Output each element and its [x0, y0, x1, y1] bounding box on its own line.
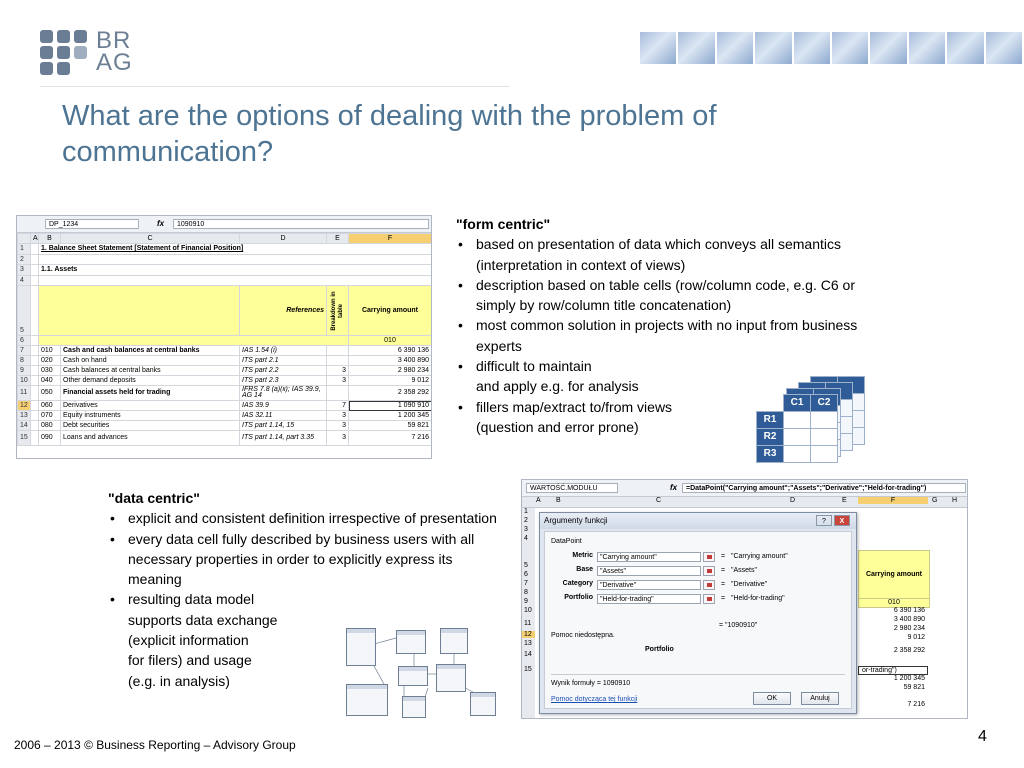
col-f[interactable]: F: [349, 234, 432, 244]
argument-description: Portfolio: [645, 646, 674, 653]
dc-bullet-1: • explicit and consistent definition irrespective of presentation: [108, 508, 504, 528]
fc-bullet-5-a: fillers map/extract to/from views: [476, 398, 673, 415]
entity-box-3: [440, 628, 468, 654]
dialog-divider: [551, 674, 845, 675]
col2-g[interactable]: G: [932, 497, 938, 504]
row-number: 9: [18, 366, 31, 376]
dialog-body: [544, 531, 852, 709]
formula-input[interactable]: 1090910: [173, 219, 429, 229]
row-breakdown[interactable]: 3: [327, 421, 349, 431]
table-row: [18, 431, 432, 446]
logo-text: [96, 27, 133, 76]
col-b[interactable]: B: [39, 234, 61, 244]
function-result-value: = "1090910": [719, 622, 758, 629]
help-icon[interactable]: ?: [816, 515, 832, 526]
row-number-2[interactable]: 7: [524, 580, 528, 587]
row-breakdown[interactable]: 3: [327, 411, 349, 421]
col2-h[interactable]: H: [952, 497, 958, 504]
view-row-r2: R2: [757, 429, 784, 446]
view-col-c1: C1: [784, 395, 811, 412]
row-code[interactable]: 050: [39, 386, 61, 401]
fc-bullet-2: • description based on table cells (row/column code, e.g. C6 or simply by row/column title concatenation): [456, 275, 866, 316]
formula-bar-2: [522, 480, 967, 497]
row-reference[interactable]: ITS part 1.14, 15: [240, 421, 327, 431]
row-value[interactable]: 1 090 910: [349, 401, 432, 411]
name-box[interactable]: DP_1234: [45, 219, 139, 229]
row-label[interactable]: Loans and advances: [61, 431, 240, 446]
row-breakdown[interactable]: 7: [327, 401, 349, 411]
row-value[interactable]: 2 980 234: [349, 366, 432, 376]
sheet-grid: A B C D E F 1 1. Balance Sheet Statement [Statement of Financial Position] 2 3 1.1. Assets 4 5 References Breakdown in table Carrying amount 6 010 7 010 Cash and cash balances at central banks IAS 1.54 (i) 6 390 136 8 020 Cash on hand ITS part 2.1 3 400 890 9 030 Cash balances at central banks ITS part 2.2 3 2 980 234 10 040 Other demand deposits ITS part 2.3 3 9 012 11 050 Financial assets held for trading IFRS 7.8 (a)(ii); IAS 39.9, AG 14 2 358 292 12 060 Derivatives IAS 39.9 7 1 090 910 13 070 Equity instruments IAS 32.11 3 1 200 345 14 080 Debt securities ITS part 1.14, 15 3 59 821 15 090 Loans and advances ITS part 1.14, part 3.35 3 7 216: [17, 233, 432, 446]
table-row: [18, 356, 432, 366]
col2-a[interactable]: A: [536, 497, 541, 504]
row-number-2[interactable]: 11: [524, 620, 532, 627]
view-row-r3: R3: [757, 446, 784, 463]
close-icon[interactable]: X: [834, 515, 850, 526]
fc-bullet-4-b: and apply e.g. for analysis: [476, 378, 639, 395]
form-centric-heading: "form centric": [456, 216, 551, 232]
slide-title: What are the options of dealing with the problem of communication?: [62, 100, 717, 168]
arg-result: "Held-for-trading": [731, 595, 785, 602]
row-reference[interactable]: IAS 1.54 (i): [240, 346, 327, 356]
equals-sign: =: [721, 595, 726, 602]
arg-label: Metric: [572, 552, 593, 559]
row-number-2[interactable]: 2: [524, 517, 528, 524]
code-010-2: 010: [858, 598, 930, 608]
row-number-2[interactable]: 1: [524, 508, 528, 515]
row-breakdown[interactable]: [327, 346, 349, 356]
carrying-header: Carrying amount: [349, 286, 432, 336]
function-arguments-dialog: [539, 512, 857, 714]
row-code[interactable]: 060: [39, 401, 61, 411]
col-e[interactable]: E: [327, 234, 349, 244]
row-value[interactable]: 6 390 136: [349, 346, 432, 356]
data-centric-heading: "data centric": [108, 490, 200, 506]
col2-b[interactable]: B: [556, 497, 561, 504]
row-value[interactable]: 3 400 890: [349, 356, 432, 366]
row-label[interactable]: Financial assets held for trading: [61, 386, 240, 401]
row-label[interactable]: Cash balances at central banks: [61, 366, 240, 376]
value-cell-2[interactable]: 2 980 234: [893, 625, 925, 632]
active-cell-edit[interactable]: or-trading"): [858, 666, 928, 675]
arg-input[interactable]: "Carrying amount": [597, 552, 701, 562]
column-header-row: [18, 234, 432, 244]
view-col-c2: C2: [811, 395, 838, 412]
data-model-diagram: [344, 626, 496, 718]
row-number: 8: [18, 356, 31, 366]
header-image-strip: [640, 32, 1024, 64]
row-label[interactable]: Other demand deposits: [61, 376, 240, 386]
value-cell-2[interactable]: 7 216: [907, 701, 925, 708]
value-cell-2[interactable]: 1 200 345: [893, 675, 925, 682]
row-value[interactable]: 9 012: [349, 376, 432, 386]
arg-result: "Carrying amount": [731, 553, 788, 560]
value-cell-2[interactable]: 59 821: [903, 684, 925, 691]
row-numbers-2: [522, 508, 535, 718]
logo-top: BR: [96, 27, 132, 54]
arg-input[interactable]: "Assets": [597, 566, 701, 576]
row-number-2[interactable]: 14: [524, 651, 532, 658]
row-code[interactable]: 040: [39, 376, 61, 386]
page-number: 4: [978, 728, 987, 745]
row-number-2[interactable]: 6: [524, 571, 528, 578]
col-c[interactable]: C: [61, 234, 240, 244]
statement-title: 1. Balance Sheet Statement [Statement of Financial Position]: [39, 244, 432, 255]
fx-icon-2: fx: [670, 483, 678, 492]
range-select-icon[interactable]: [703, 594, 715, 604]
row-code[interactable]: 030: [39, 366, 61, 376]
row-number-2[interactable]: 12: [522, 631, 535, 638]
table-row: [18, 376, 432, 386]
fx-icon: fx: [157, 219, 165, 228]
row-number-2[interactable]: 4: [524, 535, 528, 542]
row-label[interactable]: Derivatives: [61, 401, 240, 411]
arg-result: "Derivative": [731, 581, 768, 588]
row-breakdown[interactable]: 3: [327, 376, 349, 386]
fc-bullet-5-b: (question and error prone): [476, 418, 639, 435]
logo-bottom: AG: [96, 49, 133, 76]
form-spreadsheet: [16, 215, 432, 459]
dialog-titlebar: [540, 513, 856, 529]
col2-e[interactable]: E: [842, 497, 847, 504]
row-label[interactable]: Equity instruments: [61, 411, 240, 421]
row-value[interactable]: 2 358 292: [349, 386, 432, 401]
row-code[interactable]: 070: [39, 411, 61, 421]
equals-sign: =: [721, 553, 726, 560]
equals-sign: =: [721, 581, 726, 588]
entity-box-1: [346, 628, 376, 666]
table-row: [18, 366, 432, 376]
arg-input[interactable]: "Derivative": [597, 580, 701, 590]
value-cell-2[interactable]: 9 012: [907, 634, 925, 641]
row-reference[interactable]: IFRS 7.8 (a)(ii); IAS 39.9, AG 14: [240, 386, 327, 401]
arg-label: Portfolio: [564, 594, 593, 601]
equals-sign: =: [721, 567, 726, 574]
row-breakdown[interactable]: 3: [327, 366, 349, 376]
row-number-2[interactable]: 3: [524, 526, 528, 533]
col2-f[interactable]: F: [858, 497, 928, 504]
formula-result: Wynik formuły = 1090910: [551, 680, 631, 687]
entity-box-4: [398, 666, 428, 686]
row-value[interactable]: 59 821: [349, 421, 432, 431]
col-d[interactable]: D: [240, 234, 327, 244]
row-number: 12: [18, 401, 31, 411]
name-box-2[interactable]: WARTOŚĆ.MODUŁU: [526, 483, 618, 493]
row-reference[interactable]: ITS part 2.1: [240, 356, 327, 366]
arg-result: "Assets": [731, 567, 757, 574]
function-group-label: DataPoint: [551, 538, 582, 545]
row-label[interactable]: Debt securities: [61, 421, 240, 431]
col2-c[interactable]: C: [656, 497, 662, 504]
entity-box-2: [396, 630, 426, 654]
row-reference[interactable]: IAS 32.11: [240, 411, 327, 421]
range-select-icon[interactable]: [703, 566, 715, 576]
table-row: [18, 346, 432, 356]
row-value[interactable]: 7 216: [349, 431, 432, 446]
dc-bullet-2: • every data cell fully described by business users with all necessary properties in order to explicitly express its meaning: [108, 529, 504, 590]
dc-bullet-3-c: (explicit information: [128, 632, 249, 649]
row-number-2[interactable]: 8: [524, 589, 528, 596]
row-number-2[interactable]: 15: [524, 666, 532, 673]
footer-text: 2006 – 2013 © Business Reporting – Advisory Group: [14, 738, 296, 752]
table-row: [18, 386, 432, 401]
help-link[interactable]: Pomoc dotycząca tej funkcji: [551, 696, 638, 703]
arg-input[interactable]: "Held-for-trading": [597, 594, 701, 604]
value-cell-2[interactable]: 6 390 136: [893, 607, 925, 614]
code-010: 010: [349, 336, 432, 346]
datapoint-spreadsheet: [521, 479, 968, 719]
row-number: 7: [18, 346, 31, 356]
row-breakdown[interactable]: [327, 386, 349, 401]
row-number: 13: [18, 411, 31, 421]
row-number-2[interactable]: 10: [524, 607, 532, 614]
dc-bullet-3-e: (e.g. in analysis): [128, 672, 230, 689]
row-reference[interactable]: IAS 39.9: [240, 401, 327, 411]
row-number-2[interactable]: 5: [524, 562, 528, 569]
row-number: 14: [18, 421, 31, 431]
col-a[interactable]: A: [31, 234, 39, 244]
row-number: 10: [18, 376, 31, 386]
row-label[interactable]: Cash on hand: [61, 356, 240, 366]
row-number-2[interactable]: 9: [524, 598, 528, 605]
entity-box-8: [470, 692, 496, 716]
arg-label: Base: [576, 566, 593, 573]
breakdown-header: Breakdown in table: [331, 290, 344, 331]
range-select-icon[interactable]: [703, 552, 715, 562]
row-label[interactable]: Cash and cash balances at central banks: [61, 346, 240, 356]
ok-button[interactable]: OK: [753, 692, 791, 705]
table-row: [18, 411, 432, 421]
cancel-button[interactable]: Anuluj: [801, 692, 839, 705]
carrying-header-2: Carrying amount: [858, 550, 930, 600]
row-number: 15: [18, 431, 31, 446]
row-code[interactable]: 010: [39, 346, 61, 356]
assets-subtitle: 1.1. Assets: [39, 265, 432, 276]
row-code[interactable]: 090: [39, 431, 61, 446]
references-header: References: [240, 286, 327, 336]
fc-bullet-1: • based on presentation of data which conveys all semantics (interpretation in context of views): [456, 234, 866, 275]
entity-box-7: [402, 696, 426, 718]
dc-bullet-3-a: resulting data model: [128, 591, 255, 608]
entity-box-6: [346, 684, 388, 716]
view-row-r1: R1: [757, 412, 784, 429]
value-cell-2[interactable]: 2 358 292: [893, 647, 925, 654]
row-reference[interactable]: ITS part 1.14, part 3.35: [240, 431, 327, 446]
row-breakdown[interactable]: [327, 356, 349, 366]
row-value[interactable]: 1 200 345: [349, 411, 432, 421]
row-code[interactable]: 020: [39, 356, 61, 366]
dc-bullet-3-d: for filers) and usage: [128, 652, 252, 669]
fc-bullet-4-a: difficult to maintain: [476, 358, 592, 375]
value-cell-2[interactable]: 3 400 890: [893, 616, 925, 623]
row-breakdown[interactable]: 3: [327, 431, 349, 446]
row-code[interactable]: 080: [39, 421, 61, 431]
table-row: [18, 401, 432, 411]
formula-input-2[interactable]: =DataPoint("Carrying amount";"Assets";"Derivative";"Held-for-trading"): [682, 483, 966, 493]
header-divider: [40, 86, 510, 87]
dc-bullet-3-b: supports data exchange: [128, 611, 278, 628]
row-reference[interactable]: ITS part 2.2: [240, 366, 327, 376]
formula-bar: [17, 216, 431, 233]
fc-bullet-3: • most common solution in projects with no input from business experts: [456, 315, 866, 356]
col2-d[interactable]: D: [790, 497, 796, 504]
view-table-front: [756, 394, 838, 463]
row-number-2[interactable]: 13: [524, 640, 532, 647]
range-select-icon[interactable]: [703, 580, 715, 590]
help-unavailable: Pomoc niedostępna.: [551, 632, 615, 639]
logo-mark: [40, 28, 92, 76]
row-number: 11: [18, 386, 31, 401]
row-reference[interactable]: ITS part 2.3: [240, 376, 327, 386]
table-row: [18, 421, 432, 431]
column-header-row-2: [522, 497, 967, 508]
arg-label: Category: [562, 580, 593, 587]
entity-box-5: [436, 664, 466, 692]
dialog-title: Argumenty funkcji: [544, 516, 608, 525]
